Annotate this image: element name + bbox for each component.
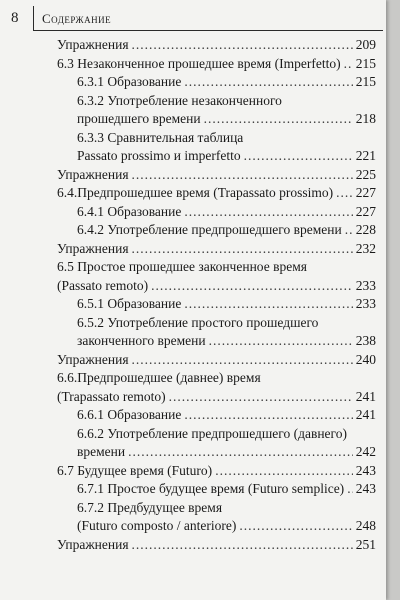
toc-page-number: 243 (355, 481, 376, 496)
toc-entry-row (57, 55, 376, 74)
toc-entry-row (57, 36, 376, 55)
toc-page-number: 241 (355, 407, 376, 422)
dot-leader (215, 462, 353, 481)
toc-entry[interactable] (57, 406, 376, 425)
dot-leader (132, 536, 353, 555)
toc-entry-row (77, 110, 376, 129)
toc-page-number: 228 (355, 222, 376, 237)
table-of-contents (57, 36, 376, 554)
toc-entry-title: Упражнения (57, 240, 129, 256)
toc-entry-row (57, 240, 376, 259)
dot-leader (336, 184, 353, 203)
toc-page-number: 240 (355, 351, 376, 367)
dot-leader (132, 166, 353, 185)
header-horizontal-rule (33, 30, 383, 31)
toc-page-number: 233 (355, 296, 376, 311)
toc-entry-row (57, 462, 376, 481)
dot-leader (132, 351, 353, 370)
toc-entry-title: 6.7 Будущее время (Futuro) (57, 462, 213, 478)
dot-leader (239, 517, 352, 536)
toc-entry[interactable] (57, 55, 376, 74)
toc-page-number: 251 (355, 536, 376, 552)
toc-entry-title: (Passato remoto) (57, 277, 149, 293)
toc-entry-title: 6.3.1 Образование (77, 74, 182, 89)
toc-entry-row (77, 480, 376, 499)
toc-entry[interactable] (57, 536, 376, 555)
toc-entry-row (77, 443, 376, 462)
toc-entry-row (77, 73, 376, 92)
toc-entry[interactable] (57, 369, 376, 406)
toc-entry[interactable] (57, 184, 376, 203)
toc-entry-title: законченного времени (77, 333, 206, 348)
dot-leader (132, 36, 353, 55)
toc-entry-row (77, 332, 376, 351)
toc-entry-title: Passato prossimo и imperfetto (77, 148, 241, 163)
toc-entry-title-line: 6.6.Предпрошедшее (давнее) время (57, 370, 261, 385)
toc-entry-row (57, 277, 376, 296)
toc-entry[interactable] (57, 73, 376, 92)
dot-leader (151, 277, 353, 296)
dot-leader (184, 295, 352, 314)
toc-entry-row (57, 166, 376, 185)
toc-entry[interactable] (57, 240, 376, 259)
toc-entry-title: (Futuro composto / anteriore) (77, 518, 237, 533)
dot-leader (184, 406, 352, 425)
dot-leader (128, 443, 353, 462)
toc-entry-title: (Trapassato remoto) (57, 388, 166, 404)
toc-page-number: 242 (355, 444, 376, 459)
toc-entry-row (77, 406, 376, 425)
toc-entry-title: Упражнения (57, 536, 129, 552)
toc-entry[interactable] (57, 499, 376, 536)
dot-leader (244, 147, 353, 166)
toc-entry-title: Упражнения (57, 37, 129, 52)
toc-entry-title-line: 6.5.2 Употребление простого прошедшего (77, 314, 319, 330)
toc-entry[interactable] (57, 203, 376, 222)
toc-entry[interactable] (57, 425, 376, 462)
toc-entry-row (57, 536, 376, 555)
toc-entry[interactable] (57, 351, 376, 370)
toc-entry-row (57, 351, 376, 370)
toc-page-number: 232 (355, 240, 376, 256)
toc-entry-title: прошедшего времени (77, 111, 201, 126)
dot-leader (184, 73, 352, 92)
toc-entry[interactable] (57, 462, 376, 481)
toc-entry-title: Упражнения (57, 166, 129, 182)
toc-page-number: 225 (355, 166, 376, 182)
toc-entry-title: 6.3 Незаконченное прошедшее время (Imperfetto) (57, 55, 341, 71)
toc-page-number: 241 (355, 388, 376, 404)
dot-leader (132, 240, 353, 259)
toc-entry-title: 6.5.1 Образование (77, 296, 182, 311)
page-number: 8 (11, 10, 19, 26)
toc-entry-title: 6.4.2 Употребление предпрошедшего времени (77, 222, 342, 237)
toc-entry-row (57, 184, 376, 203)
toc-page-number: 209 (355, 37, 376, 52)
toc-entry[interactable] (57, 480, 376, 499)
page-header (0, 6, 386, 32)
dot-leader (204, 110, 353, 129)
toc-entry[interactable] (57, 92, 376, 129)
toc-entry-row (77, 295, 376, 314)
toc-entry-title: 6.4.Предпрошедшее время (Trapassato prossimo) (57, 185, 334, 200)
dot-leader (347, 480, 353, 499)
toc-entry-title: 6.7.1 Простое будущее время (Futuro semplice) (77, 481, 345, 496)
toc-entry-title-line: 6.3.3 Сравнительная таблица (77, 129, 244, 145)
toc-entry[interactable] (57, 36, 376, 55)
dot-leader (184, 203, 352, 222)
toc-entry-row (77, 221, 376, 240)
toc-entry-title-line: 6.7.2 Предбудущее время (77, 499, 223, 515)
toc-page-number: 215 (355, 74, 376, 89)
toc-entry-row (57, 388, 376, 407)
toc-entry[interactable] (57, 314, 376, 351)
toc-page-number: 238 (355, 333, 376, 348)
toc-entry-title: 6.6.1 Образование (77, 407, 182, 422)
toc-entry[interactable] (57, 295, 376, 314)
toc-entry[interactable] (57, 258, 376, 295)
toc-entry[interactable] (57, 221, 376, 240)
header-vertical-rule (33, 6, 34, 30)
toc-page-number: 227 (355, 185, 376, 200)
toc-entry-title: времени (77, 444, 126, 459)
toc-page-number: 215 (355, 55, 376, 71)
toc-entry[interactable] (57, 166, 376, 185)
dot-leader (344, 55, 353, 74)
dot-leader (209, 332, 353, 351)
toc-page-number: 218 (355, 111, 376, 126)
toc-page-number: 227 (355, 203, 376, 219)
toc-page-number: 221 (355, 148, 376, 163)
toc-entry-row (77, 517, 376, 536)
running-title: Содержание (42, 11, 112, 26)
toc-page-number: 248 (355, 518, 376, 533)
toc-page-number: 233 (355, 277, 376, 293)
dot-leader (169, 388, 353, 407)
toc-entry-title: 6.4.1 Образование (77, 203, 182, 219)
toc-entry[interactable] (57, 129, 376, 166)
toc-page-number: 243 (355, 462, 376, 478)
toc-entry-title-line: 6.3.2 Употребление незаконченного (77, 92, 282, 108)
dot-leader (345, 221, 353, 240)
toc-entry-title-line: 6.6.2 Употребление предпрошедшего (давнего) (77, 425, 347, 441)
toc-entry-row (77, 147, 376, 166)
toc-entry-title: Упражнения (57, 351, 129, 367)
toc-entry-title-line: 6.5 Простое прошедшее законченное время (57, 259, 307, 274)
toc-entry-row (77, 203, 376, 222)
